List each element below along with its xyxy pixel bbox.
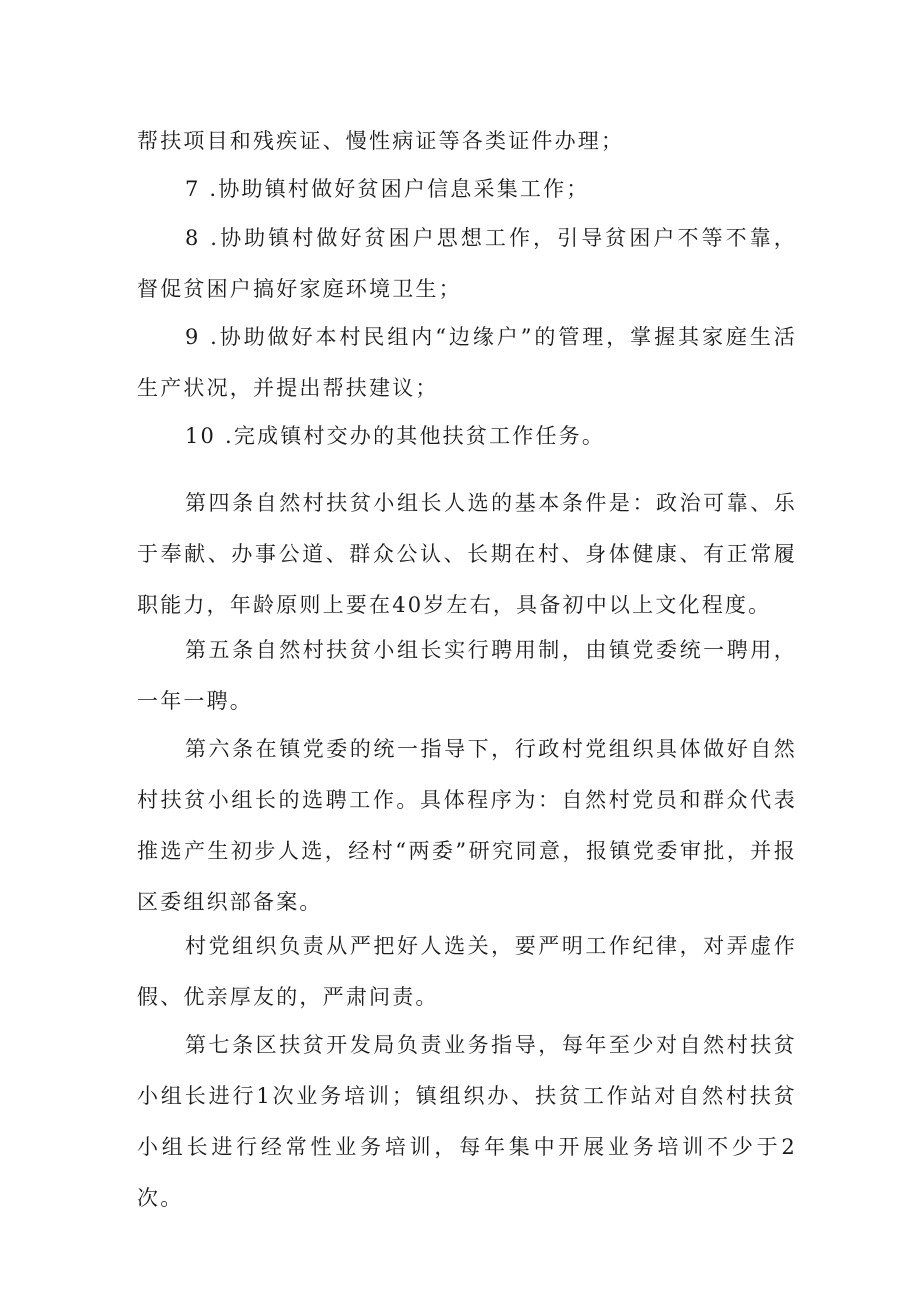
paragraph-item-8: 8 .协助镇村做好贫困户思想工作，引导贫困户不等不靠，督促贫困户搞好家庭环境卫生； bbox=[137, 226, 797, 301]
paragraph-item-10: 10 .完成镇村交办的其他扶贫工作任务。 bbox=[185, 424, 606, 448]
paragraph-article-7: 第七条区扶贫开发局负责业务指导，每年至少对自然村扶贫小组长进行1次业务培训；镇组织办、扶贫工作站对自然村扶贫小组长进行经常性业务培训，每年集中开展业务培训不少于2次。 bbox=[137, 1033, 797, 1210]
paragraph-item-7: 7 .协助镇村做好贫困户信息采集工作； bbox=[185, 177, 590, 201]
paragraph-discipline: 村党组织负责从严把好人选关，要严明工作纪律，对弄虚作假、优亲厚友的，严肃问责。 bbox=[137, 934, 797, 1009]
paragraph-item-9: 9 .协助做好本村民组内“边缘户”的管理，掌握其家庭生活生产状况，并提出帮扶建议； bbox=[137, 325, 797, 400]
paragraph-article-5: 第五条自然村扶贫小组长实行聘用制，由镇党委统一聘用，一年一聘。 bbox=[137, 638, 797, 713]
paragraph-article-6: 第六条在镇党委的统一指导下，行政村党组织具体做好自然村扶贫小组长的选聘工作。具体程序为：自然村党员和群众代表推选产生初步人选，经村“两委”研究同意，报镇党委审批，并报区委组织部备案。 bbox=[137, 737, 797, 914]
paragraph-item-continuation: 帮扶项目和残疾证、慢性病证等各类证件办理； bbox=[137, 129, 625, 153]
paragraph-article-4: 第四条自然村扶贫小组长人选的基本条件是：政治可靠、乐于奉献、办事公道、群众公认、长期在村、身体健康、有正常履职能力，年龄原则上要在40岁左右，具备初中以上文化程度。 bbox=[137, 491, 797, 617]
